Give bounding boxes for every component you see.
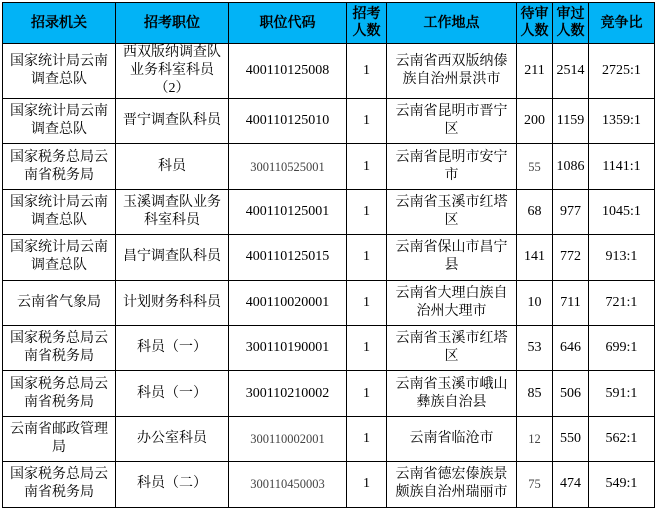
cell-approved: 1159 <box>553 99 589 144</box>
table-row <box>3 99 655 144</box>
cell-quota: 1 <box>347 99 387 144</box>
cell-quota: 1 <box>347 416 387 461</box>
cell-quota: 1 <box>347 44 387 99</box>
cell-pending: 12 <box>517 416 553 461</box>
cell-code: 300110190001 <box>229 325 347 370</box>
cell-approved: 506 <box>553 371 589 416</box>
cell-location: 云南省德宏傣族景颇族自治州瑞丽市 <box>387 462 517 507</box>
cell-agency: 国家统计局云南调查总队 <box>3 44 116 99</box>
cell-position: 科员（一） <box>116 371 229 416</box>
cell-code: 300110210002 <box>229 371 347 416</box>
cell-ratio: 1141:1 <box>589 144 655 189</box>
cell-agency: 国家税务总局云南省税务局 <box>3 462 116 507</box>
cell-agency: 国家税务总局云南省税务局 <box>3 325 116 370</box>
cell-ratio: 549:1 <box>589 462 655 507</box>
header-code: 职位代码 <box>229 3 347 44</box>
cell-code: 300110525001 <box>229 144 347 189</box>
cell-quota: 1 <box>347 325 387 370</box>
cell-position: 西双版纳调查队业务科室科员（2） <box>116 44 229 99</box>
header-row <box>3 3 655 44</box>
cell-quota: 1 <box>347 144 387 189</box>
cell-approved: 977 <box>553 189 589 234</box>
cell-position: 计划财务科科员 <box>116 280 229 325</box>
cell-ratio: 562:1 <box>589 416 655 461</box>
table-row <box>3 371 655 416</box>
header-pending: 待审人数 <box>517 3 553 44</box>
cell-position: 科员（二） <box>116 462 229 507</box>
cell-code: 400110125001 <box>229 189 347 234</box>
cell-code: 300110450003 <box>229 462 347 507</box>
table-row <box>3 144 655 189</box>
cell-quota: 1 <box>347 235 387 280</box>
table-container <box>2 2 655 508</box>
cell-pending: 75 <box>517 462 553 507</box>
cell-ratio: 1359:1 <box>589 99 655 144</box>
cell-position: 玉溪调查队业务科室科员 <box>116 189 229 234</box>
cell-approved: 1086 <box>553 144 589 189</box>
header-position: 招考职位 <box>116 3 229 44</box>
cell-agency: 国家统计局云南调查总队 <box>3 189 116 234</box>
cell-position: 昌宁调查队科员 <box>116 235 229 280</box>
cell-pending: 53 <box>517 325 553 370</box>
cell-location: 云南省昆明市晋宁区 <box>387 99 517 144</box>
table-row <box>3 280 655 325</box>
cell-agency: 国家统计局云南调查总队 <box>3 99 116 144</box>
cell-position: 晋宁调查队科员 <box>116 99 229 144</box>
cell-position: 科员 <box>116 144 229 189</box>
cell-location: 云南省昆明市安宁市 <box>387 144 517 189</box>
cell-approved: 772 <box>553 235 589 280</box>
cell-pending: 141 <box>517 235 553 280</box>
table-row <box>3 44 655 99</box>
table-row <box>3 462 655 507</box>
header-agency: 招录机关 <box>3 3 116 44</box>
cell-location: 云南省玉溪市红塔区 <box>387 189 517 234</box>
cell-position: 科员（一） <box>116 325 229 370</box>
cell-agency: 国家税务总局云南省税务局 <box>3 144 116 189</box>
cell-pending: 211 <box>517 44 553 99</box>
cell-agency: 国家税务总局云南省税务局 <box>3 371 116 416</box>
cell-code: 400110125015 <box>229 235 347 280</box>
header-ratio: 竞争比 <box>589 3 655 44</box>
cell-location: 云南省西双版纳傣族自治州景洪市 <box>387 44 517 99</box>
cell-approved: 550 <box>553 416 589 461</box>
cell-approved: 2514 <box>553 44 589 99</box>
header-approved: 审过人数 <box>553 3 589 44</box>
cell-ratio: 1045:1 <box>589 189 655 234</box>
header-quota: 招考人数 <box>347 3 387 44</box>
cell-ratio: 699:1 <box>589 325 655 370</box>
cell-agency: 云南省气象局 <box>3 280 116 325</box>
cell-ratio: 591:1 <box>589 371 655 416</box>
cell-location: 云南省临沧市 <box>387 416 517 461</box>
cell-ratio: 913:1 <box>589 235 655 280</box>
table-row <box>3 416 655 461</box>
cell-quota: 1 <box>347 371 387 416</box>
cell-code: 400110020001 <box>229 280 347 325</box>
cell-agency: 云南省邮政管理局 <box>3 416 116 461</box>
cell-pending: 10 <box>517 280 553 325</box>
cell-quota: 1 <box>347 462 387 507</box>
cell-position: 办公室科员 <box>116 416 229 461</box>
cell-approved: 646 <box>553 325 589 370</box>
cell-location: 云南省保山市昌宁县 <box>387 235 517 280</box>
cell-code: 300110002001 <box>229 416 347 461</box>
cell-location: 云南省玉溪市峨山彝族自治县 <box>387 371 517 416</box>
cell-location: 云南省大理白族自治州大理市 <box>387 280 517 325</box>
recruitment-table <box>2 2 655 508</box>
cell-code: 400110125010 <box>229 99 347 144</box>
cell-pending: 68 <box>517 189 553 234</box>
cell-ratio: 2725:1 <box>589 44 655 99</box>
cell-agency: 国家统计局云南调查总队 <box>3 235 116 280</box>
table-row <box>3 325 655 370</box>
cell-pending: 55 <box>517 144 553 189</box>
cell-approved: 474 <box>553 462 589 507</box>
cell-location: 云南省玉溪市红塔区 <box>387 325 517 370</box>
table-row <box>3 235 655 280</box>
cell-quota: 1 <box>347 280 387 325</box>
cell-code: 400110125008 <box>229 44 347 99</box>
cell-pending: 200 <box>517 99 553 144</box>
cell-approved: 711 <box>553 280 589 325</box>
table-row <box>3 189 655 234</box>
cell-ratio: 721:1 <box>589 280 655 325</box>
cell-pending: 85 <box>517 371 553 416</box>
header-location: 工作地点 <box>387 3 517 44</box>
cell-quota: 1 <box>347 189 387 234</box>
